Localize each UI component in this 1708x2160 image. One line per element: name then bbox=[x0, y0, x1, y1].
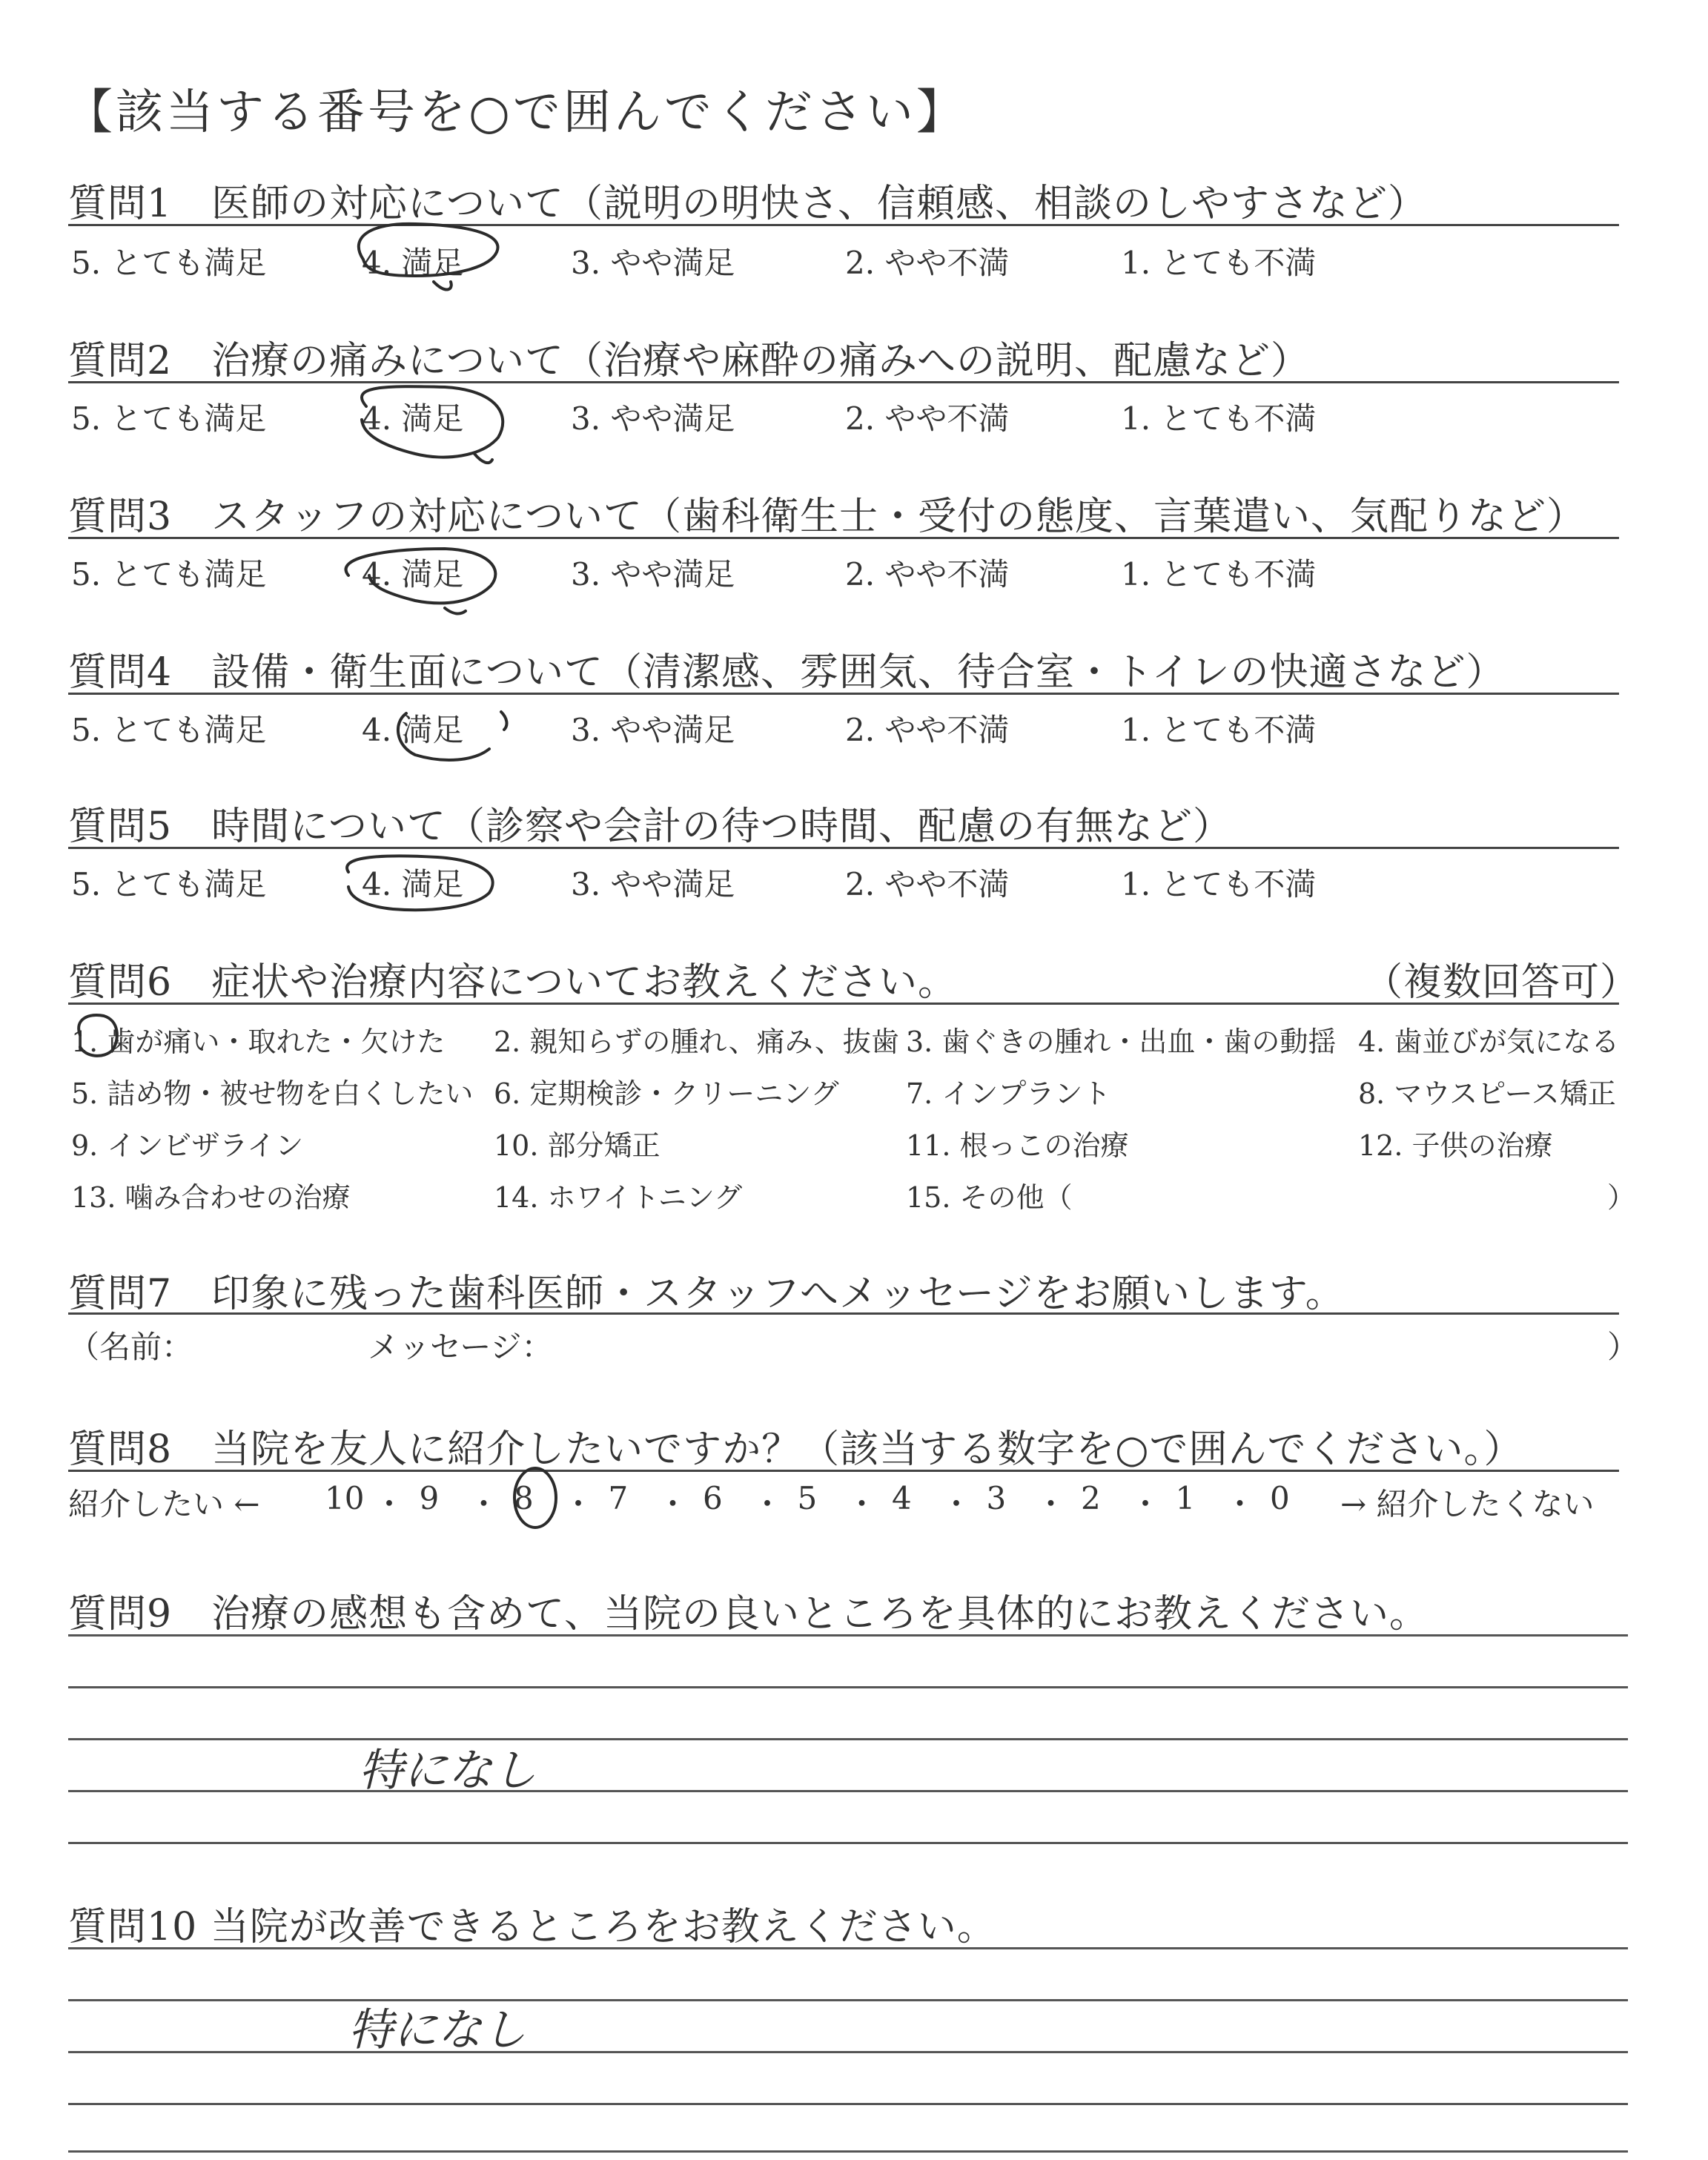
q10-answer-line-3[interactable] bbox=[68, 2051, 1628, 2053]
q10-answer-line-1[interactable] bbox=[68, 1947, 1628, 1949]
q8-scale-separator: ・ bbox=[1224, 1486, 1256, 1522]
q2-option-1[interactable]: 1. とても不満 bbox=[1121, 400, 1317, 437]
q6-item-12[interactable]: 12. 子供の治療 bbox=[1358, 1129, 1553, 1162]
q8-left-label: 紹介したい ← bbox=[68, 1486, 260, 1522]
q9-answer-line-3[interactable] bbox=[68, 1738, 1628, 1740]
q5-option-3[interactable]: 3. やや満足 bbox=[571, 866, 735, 902]
q6-item-9[interactable]: 9. インビザライン bbox=[71, 1129, 304, 1162]
q6-item-3[interactable]: 3. 歯ぐきの腫れ・出血・歯の動揺 bbox=[906, 1025, 1337, 1058]
q8-scale-separator: ・ bbox=[1130, 1486, 1162, 1522]
q10-answer-line-4[interactable] bbox=[68, 2103, 1628, 2105]
question-8-title: 質問8 当院を友人に紹介したいですか？（該当する数字を○で囲んでください。） bbox=[68, 1427, 1523, 1472]
q7-message-label[interactable]: メッセージ： bbox=[368, 1329, 553, 1365]
q6-item-4[interactable]: 4. 歯並びが気になる bbox=[1358, 1025, 1620, 1058]
q8-scale-separator: ・ bbox=[752, 1486, 784, 1522]
q5-option-5[interactable]: 5. とても満足 bbox=[71, 866, 267, 902]
q2-option-2[interactable]: 2. やや不満 bbox=[845, 400, 1010, 437]
q8-scale-6[interactable]: 6 bbox=[703, 1480, 723, 1516]
q1-option-4[interactable]: 4. 満足 bbox=[362, 245, 464, 281]
q3-option-3[interactable]: 3. やや満足 bbox=[571, 556, 735, 592]
q8-scale-separator: ・ bbox=[846, 1486, 878, 1522]
q6-item-6[interactable]: 6. 定期検診・クリーニング bbox=[494, 1077, 839, 1110]
q8-scale-separator: ・ bbox=[374, 1486, 406, 1522]
question-1-rule bbox=[68, 224, 1619, 226]
question-3-rule bbox=[68, 537, 1619, 539]
q7-name-label[interactable]: （名前： bbox=[68, 1329, 193, 1365]
q1-option-5[interactable]: 5. とても満足 bbox=[71, 245, 267, 281]
q8-scale-2[interactable]: 2 bbox=[1081, 1480, 1101, 1516]
q6-item-5[interactable]: 5. 詰め物・被せ物を白くしたい bbox=[71, 1077, 474, 1110]
q4-option-2[interactable]: 2. やや不満 bbox=[845, 712, 1010, 748]
q1-option-1[interactable]: 1. とても不満 bbox=[1121, 245, 1317, 281]
q5-option-2[interactable]: 2. やや不満 bbox=[845, 866, 1010, 902]
q9-answer-line-4[interactable] bbox=[68, 1790, 1628, 1792]
q8-scale-separator: ・ bbox=[468, 1486, 500, 1522]
q8-scale-4[interactable]: 4 bbox=[892, 1480, 912, 1516]
q4-option-5[interactable]: 5. とても満足 bbox=[71, 712, 267, 748]
question-2-rule bbox=[68, 381, 1619, 383]
q6-item-8[interactable]: 8. マウスピース矯正 bbox=[1358, 1077, 1616, 1110]
question-5-title: 質問5 時間について（診察や会計の待つ時間、配慮の有無など） bbox=[68, 805, 1233, 849]
q5-option-4[interactable]: 4. 満足 bbox=[362, 866, 464, 902]
q6-item-7[interactable]: 7. インプラント bbox=[906, 1077, 1111, 1110]
q4-option-4[interactable]: 4. 満足 bbox=[362, 712, 464, 748]
question-1-title: 質問1 医師の対応について（説明の明快さ、信頼感、相談のしやすさなど） bbox=[68, 182, 1427, 226]
q2-option-5[interactable]: 5. とても満足 bbox=[71, 400, 267, 437]
q8-scale-10[interactable]: 10 bbox=[325, 1480, 365, 1516]
q6-item-13[interactable]: 13. 噛み合わせの治療 bbox=[71, 1181, 351, 1214]
question-4-rule bbox=[68, 693, 1619, 695]
q8-scale-separator: ・ bbox=[563, 1486, 595, 1522]
q9-handwritten-answer: 特になし bbox=[359, 1745, 537, 1797]
question-5-rule bbox=[68, 847, 1619, 849]
q8-scale-0[interactable]: 0 bbox=[1270, 1480, 1290, 1516]
question-3-title: 質問3 スタッフの対応について（歯科衛生士・受付の態度、言葉遣い、気配りなど） bbox=[68, 495, 1586, 539]
q3-option-5[interactable]: 5. とても満足 bbox=[71, 556, 267, 592]
q6-item-14[interactable]: 14. ホワイトニング bbox=[494, 1181, 743, 1214]
question-8-rule bbox=[68, 1470, 1619, 1472]
q8-scale-9[interactable]: 9 bbox=[419, 1480, 440, 1516]
question-4-title: 質問4 設備・衛生面について（清潔感、雰囲気、待合室・トイレの快適さなど） bbox=[68, 650, 1506, 695]
q3-option-1[interactable]: 1. とても不満 bbox=[1121, 556, 1317, 592]
question-10-title: 質問10 当院が改善できるところをお教えください。 bbox=[68, 1905, 996, 1949]
q9-answer-line-5[interactable] bbox=[68, 1842, 1628, 1844]
q8-right-label: → 紹介したくない bbox=[1340, 1486, 1595, 1522]
q8-scale-8[interactable]: 8 bbox=[514, 1480, 534, 1516]
q8-scale-separator: ・ bbox=[1035, 1486, 1067, 1522]
q10-answer-line-2[interactable] bbox=[68, 1999, 1628, 2001]
q6-item-10[interactable]: 10. 部分矯正 bbox=[494, 1129, 661, 1162]
question-6-title: 質問6 症状や治療内容についてお教えください。 bbox=[68, 960, 958, 1005]
q8-scale-1[interactable]: 1 bbox=[1175, 1480, 1196, 1516]
q8-scale-separator: ・ bbox=[941, 1486, 973, 1522]
question-6-multiple-note: （複数回答可） bbox=[1364, 960, 1640, 1005]
q6-item-2[interactable]: 2. 親知らずの腫れ、痛み、抜歯 bbox=[494, 1025, 899, 1058]
q3-option-2[interactable]: 2. やや不満 bbox=[845, 556, 1010, 592]
question-6-rule bbox=[68, 1003, 1619, 1005]
question-2-title: 質問2 治療の痛みについて（治療や麻酔の痛みへの説明、配慮など） bbox=[68, 339, 1311, 383]
q7-close-paren: ） bbox=[1607, 1329, 1639, 1365]
q4-option-1[interactable]: 1. とても不満 bbox=[1121, 712, 1317, 748]
q2-option-4[interactable]: 4. 満足 bbox=[362, 400, 464, 437]
q9-answer-line-2[interactable] bbox=[68, 1686, 1628, 1688]
q4-option-3[interactable]: 3. やや満足 bbox=[571, 712, 735, 748]
q10-answer-line-5[interactable] bbox=[68, 2150, 1628, 2153]
q5-option-1[interactable]: 1. とても不満 bbox=[1121, 866, 1317, 902]
question-7-rule bbox=[68, 1312, 1619, 1315]
q2-option-3[interactable]: 3. やや満足 bbox=[571, 400, 735, 437]
q10-handwritten-answer: 特になし bbox=[348, 2004, 526, 2056]
q8-scale-5[interactable]: 5 bbox=[797, 1480, 818, 1516]
q3-option-4[interactable]: 4. 満足 bbox=[362, 556, 464, 592]
q6-item-15[interactable]: 15. その他（ bbox=[906, 1181, 1073, 1214]
q6-other-close-paren: ） bbox=[1607, 1181, 1636, 1214]
q8-scale-7[interactable]: 7 bbox=[608, 1480, 629, 1516]
q1-option-3[interactable]: 3. やや満足 bbox=[571, 245, 735, 281]
q6-item-1[interactable]: 1. 歯が痛い・取れた・欠けた bbox=[71, 1025, 446, 1058]
q9-answer-line-1[interactable] bbox=[68, 1634, 1628, 1636]
form-instruction-header: 【該当する番号を○で囲んでください】 bbox=[65, 85, 967, 140]
question-7-title: 質問7 印象に残った歯科医師・スタッフへメッセージをお願いします。 bbox=[68, 1272, 1345, 1316]
q8-scale-3[interactable]: 3 bbox=[986, 1480, 1007, 1516]
q8-scale-separator: ・ bbox=[657, 1486, 689, 1522]
q6-item-11[interactable]: 11. 根っこの治療 bbox=[906, 1129, 1129, 1162]
question-9-title: 質問9 治療の感想も含めて、当院の良いところを具体的にお教えください。 bbox=[68, 1592, 1429, 1636]
q1-option-2[interactable]: 2. やや不満 bbox=[845, 245, 1010, 281]
